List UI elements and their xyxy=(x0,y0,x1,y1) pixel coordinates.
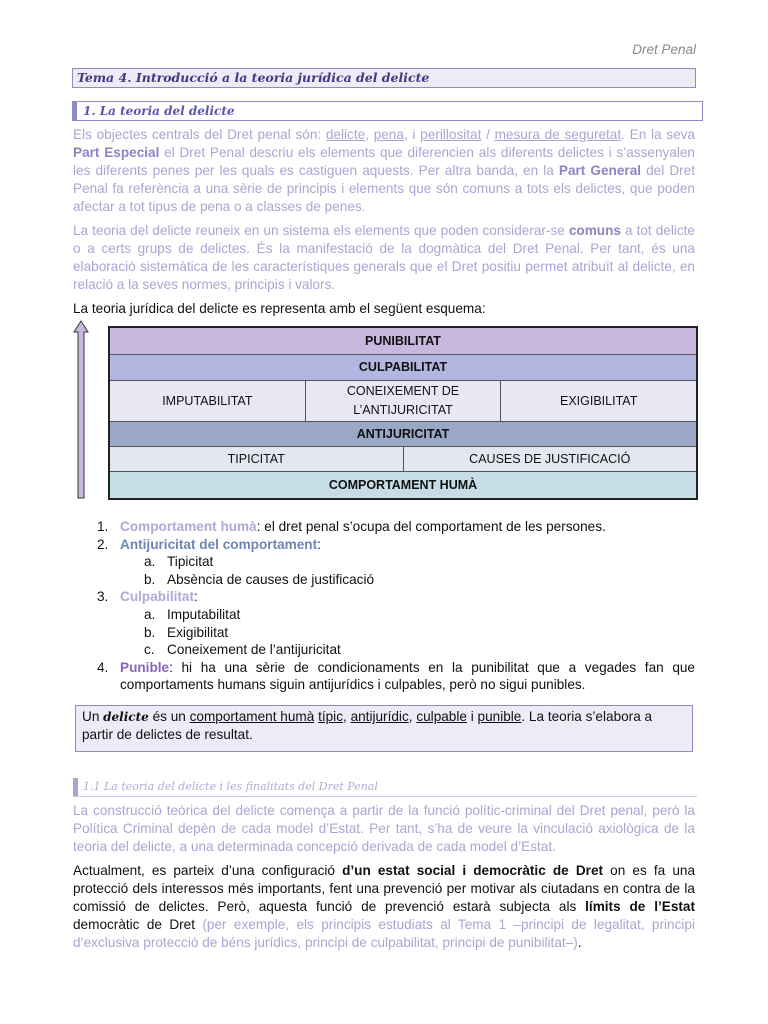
scheme-row-antijuricitat xyxy=(110,422,696,447)
scheme-row-antijuricitat-elements xyxy=(110,447,696,472)
subsection-title: 1.1 La teoria del delicte i les finalitats del Dret Penal xyxy=(73,778,697,797)
paragraph-objects: Els objectes centrals del Dret penal són: delicte, pena, i perillositat / mesura de seguretat. En la seva Part Especial el Dret Penal descriu els elements que diferencien als diferents delictes i s’assenyalen les diferents penes per les quals es castiguen aquests. Per altra banda, en la Part General del Dret Penal fa referència a una sèrie de principis i elements que són comuns a tots els delictes, que poden afectar a tot tipus de pena o a classes de penes. xyxy=(73,127,695,214)
term-part-general: Part General xyxy=(558,163,642,178)
scheme-cell-exigibilitat: EXIGIBILITAT xyxy=(560,393,638,408)
elements-list xyxy=(95,518,695,694)
term-perillositat: perillositat xyxy=(420,127,482,142)
scheme-row-comportament xyxy=(110,472,696,498)
list-item: 2. Antijuricitat del comportament: a. Tipicitat b. Absència de causes de justificació xyxy=(95,536,695,589)
scheme-cell-comportament: COMPORTAMENT HUMÀ xyxy=(328,477,478,492)
list-item: 4. Punible: hi ha una sèrie de condicionaments en la punibilitat que a vegades fan que comportaments humans siguin antijurídics i culpables, però no sigui punibles. xyxy=(97,659,695,693)
topic-title: Tema 4. Introducció a la teoria jurídica del delicte xyxy=(72,68,696,88)
paragraph-scheme-intro: La teoria jurídica del delicte es representa amb el següent esquema: xyxy=(73,301,486,316)
paragraph-construction: La construcció teòrica del delicte comença a partir de la funció polític-criminal del Dret penal, però la Política Criminal depèn de cada model d’Estat. Per tant, s’ha de veure la vinculació axiològica de la teoria del delicte, a una determinada concepció derivada de cada model d’Estat. xyxy=(73,803,695,854)
scheme-row-punibilitat xyxy=(110,328,696,355)
section-title xyxy=(72,101,703,121)
term-pena: pena xyxy=(373,127,404,142)
paragraph-state: Actualment, es parteix d’una configuració d’un estat social i democràtic de Dret on es fa una protecció dels interessos més importants, fent una prevenció per motivar als ciutadans en contra de la comissió de delictes. Però, aquesta funció de prevenció estarà subjecta als límits de l’Estat democràtic de Dret (per exemple, els principis estudiats al Tema 1 –principi de legalitat, principi d’exclusiva protecció de béns jurídics, principi de culpabilitat, principi de punibilitat–). xyxy=(73,863,696,950)
term-delicte: delicte xyxy=(325,127,366,142)
sub-list xyxy=(120,553,695,588)
term-part-especial: Part Especial xyxy=(73,145,160,160)
scheme-table xyxy=(108,326,698,500)
scheme-cell-tipicitat: TIPICITAT xyxy=(110,447,404,471)
sub-list-item: a. Imputabilitat xyxy=(144,606,241,622)
definition-box: Un delicte és un comportament humà típic, antijurídic, culpable i punible. La teoria s’elabora a partir de delictes de resultat. xyxy=(75,705,693,752)
scheme-cell-punibilitat: PUNIBILITAT xyxy=(365,333,441,348)
header-subject: Dret Penal xyxy=(632,42,696,57)
sub-list-item: c. Coneixement de l’antijuricitat xyxy=(144,642,341,658)
term-mesura-seguretat: mesura de seguretat xyxy=(494,127,622,142)
term-comuns: comuns xyxy=(568,223,621,238)
paragraph-theory: La teoria del delicte reuneix en un sistema els elements que poden considerar-se comuns a tot delicte o a certs grups de delictes. És la manifestació de la dogmàtica del Dret Penal. Per tant, és una elaboració sistemàtica de les característiques generals que el Dret positiu permet atribuït al delicte, en relació a la seves normes, principis i valors. xyxy=(73,223,695,292)
scheme-cell-culpabilitat: CULPABILITAT xyxy=(358,360,448,374)
scheme-cell-coneixement: CONEIXEMENT DE L’ANTIJURICITAT xyxy=(306,381,502,421)
scheme-cell-antijuricitat: ANTIJURICITAT xyxy=(356,426,450,441)
scheme-cell-imputabilitat: IMPUTABILITAT xyxy=(110,381,306,421)
section-title-text: 1. La teoria del delicte xyxy=(83,104,235,118)
list-item: 1. Comportament humà: el dret penal s’ocupa del comportament de les persones. xyxy=(97,519,606,534)
sub-list-item: b. Absència de causes de justificació xyxy=(144,571,375,587)
sub-list xyxy=(120,606,695,659)
scheme-row-culpabilitat-elements xyxy=(110,381,696,422)
term-delicte-handwritten: delicte xyxy=(103,710,149,724)
sub-list-item: b. Exigibilitat xyxy=(144,624,229,640)
list-item: 3. Culpabilitat: a. Imputabilitat b. Exigibilitat c. Coneixement de l’antijuricitat xyxy=(95,588,695,658)
sub-list-item: a. Tipicitat xyxy=(144,554,214,570)
scheme-row-culpabilitat xyxy=(110,355,696,381)
scheme-cell-causes-justificacio: CAUSES DE JUSTIFICACIÓ xyxy=(469,451,631,466)
up-arrow-icon xyxy=(73,320,89,500)
